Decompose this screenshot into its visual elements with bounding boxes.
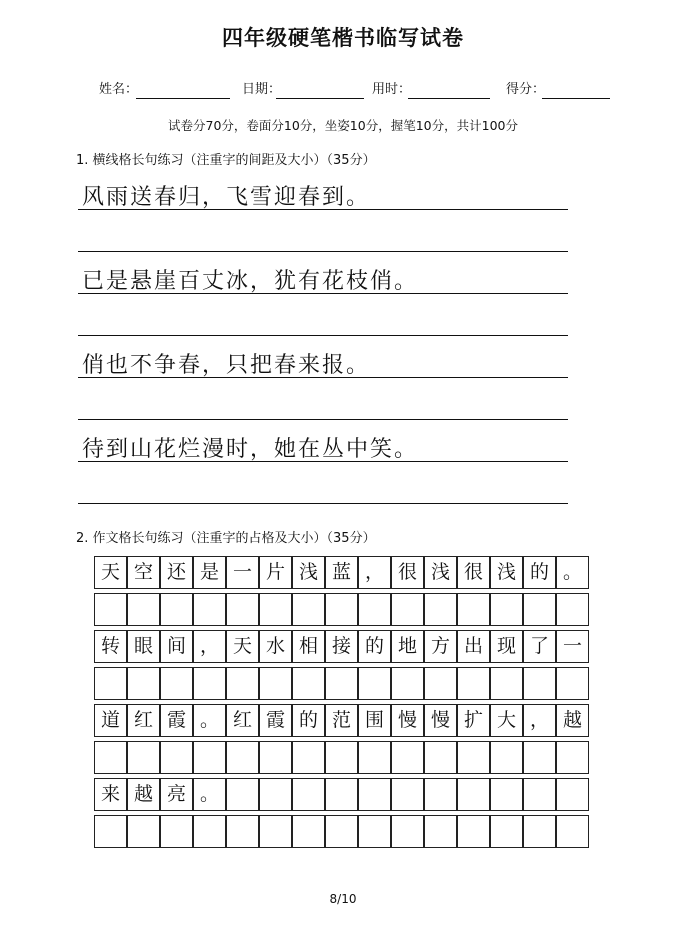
grid-cell: 一 [226,556,259,589]
grid-cell: 空 [127,556,160,589]
grid-cell[interactable] [424,815,457,848]
score-breakdown: 试卷分70分，卷面分10分，坐姿10分，握笔10分，共计100分 [168,118,518,133]
grid-cell[interactable] [160,667,193,700]
grid-cell [226,778,259,811]
grid-cell: 浅 [292,556,325,589]
grid-cell: 天 [226,630,259,663]
grid-cell[interactable] [325,741,358,774]
grid-cell: 霞 [259,704,292,737]
model-sentence: 待到山花烂漫时，她在丛中笑。 [82,437,419,462]
grid-cell[interactable] [259,667,292,700]
section2-title: 2. 作文格长句练习（注重字的占格及大小）（35分） [76,531,376,546]
model-grid-row [94,630,588,663]
grid-cell[interactable] [391,815,424,848]
grid-cell: 道 [94,704,127,737]
grid-cell[interactable] [292,593,325,626]
grid-cell: 亮 [160,778,193,811]
grid-cell [358,778,391,811]
grid-cell[interactable] [358,593,391,626]
grid-cell[interactable] [556,593,589,626]
grid-cell[interactable] [457,741,490,774]
grid-cell: 来 [94,778,127,811]
date-blank[interactable] [276,98,364,99]
grid-cell[interactable] [226,741,259,774]
grid-cell: 转 [94,630,127,663]
model-sentence: 已是悬崖百丈冰，犹有花枝俏。 [82,269,419,294]
time-label: 用时： [372,82,412,97]
grid-cell[interactable] [259,815,292,848]
grid-cell[interactable] [457,667,490,700]
grid-cell: 越 [556,704,589,737]
grid-cell[interactable] [490,741,523,774]
grid-cell: ， [358,556,391,589]
grid-cell: 相 [292,630,325,663]
model-sentence: 风雨送春归，飞雪迎春到。 [82,185,371,210]
grid-cell[interactable] [523,667,556,700]
grid-cell[interactable] [160,741,193,774]
grid-cell[interactable] [358,815,391,848]
writing-grid-row [94,815,588,848]
grid-cell[interactable] [556,815,589,848]
grid-cell: 片 [259,556,292,589]
grid-cell: 水 [259,630,292,663]
grid-cell[interactable] [259,593,292,626]
grid-cell[interactable] [127,815,160,848]
grid-cell[interactable] [523,815,556,848]
grid-cell [490,778,523,811]
score-blank[interactable] [542,98,610,99]
grid-cell: 还 [160,556,193,589]
grid-cell: 慢 [424,704,457,737]
grid-cell[interactable] [391,741,424,774]
grid-cell[interactable] [523,593,556,626]
grid-cell[interactable] [292,741,325,774]
grid-cell: 方 [424,630,457,663]
grid-cell[interactable] [490,815,523,848]
grid-cell: ， [193,630,226,663]
grid-cell[interactable] [358,741,391,774]
grid-cell[interactable] [490,667,523,700]
grid-cell: 的 [523,556,556,589]
grid-cell[interactable] [556,741,589,774]
grid-cell[interactable] [127,667,160,700]
composition-grid [94,556,588,852]
grid-cell: 出 [457,630,490,663]
grid-cell [556,778,589,811]
grid-cell: 浅 [490,556,523,589]
time-blank[interactable] [408,98,490,99]
grid-cell[interactable] [160,815,193,848]
grid-cell: 间 [160,630,193,663]
writing-line[interactable] [78,251,568,252]
student-info-row [0,78,686,102]
grid-cell[interactable] [424,741,457,774]
grid-cell[interactable] [226,667,259,700]
grid-cell: 。 [193,704,226,737]
grid-cell[interactable] [127,741,160,774]
grid-cell[interactable] [94,593,127,626]
writing-grid-row [94,667,588,700]
grid-cell: 的 [358,630,391,663]
model-line [78,377,568,378]
grid-cell: ， [523,704,556,737]
grid-cell[interactable] [127,593,160,626]
model-sentence: 俏也不争春，只把春来报。 [82,353,371,378]
grid-cell[interactable] [193,741,226,774]
grid-cell[interactable] [325,667,358,700]
grid-cell[interactable] [391,667,424,700]
grid-cell: 是 [193,556,226,589]
grid-cell: 地 [391,630,424,663]
grid-cell: 了 [523,630,556,663]
grid-cell: 眼 [127,630,160,663]
writing-line[interactable] [78,503,568,504]
model-line [78,209,568,210]
grid-cell[interactable] [556,667,589,700]
grid-cell[interactable] [325,815,358,848]
grid-cell[interactable] [226,815,259,848]
model-grid-row [94,778,588,811]
grid-cell: 一 [556,630,589,663]
grid-cell: 蓝 [325,556,358,589]
grid-cell [292,778,325,811]
writing-grid-row [94,741,588,774]
grid-cell: 现 [490,630,523,663]
grid-cell: 霞 [160,704,193,737]
grid-cell [391,778,424,811]
grid-cell: 范 [325,704,358,737]
name-label: 姓名： [99,82,139,97]
grid-cell[interactable] [193,667,226,700]
grid-cell[interactable] [523,741,556,774]
grid-cell[interactable] [457,593,490,626]
model-grid-row [94,704,588,737]
grid-cell [523,778,556,811]
page-title: 四年级硬笔楷书临写试卷 [222,26,464,50]
grid-cell: 很 [391,556,424,589]
grid-cell[interactable] [226,593,259,626]
grid-cell[interactable] [259,741,292,774]
grid-cell: 浅 [424,556,457,589]
model-grid-row [94,556,588,589]
score-label: 得分： [506,82,546,97]
date-label: 日期： [242,82,282,97]
grid-cell: 扩 [457,704,490,737]
grid-cell: 红 [226,704,259,737]
writing-line[interactable] [78,335,568,336]
grid-cell: 接 [325,630,358,663]
grid-cell[interactable] [391,593,424,626]
name-blank[interactable] [136,98,230,99]
grid-cell[interactable] [490,593,523,626]
grid-cell: 大 [490,704,523,737]
grid-cell: 。 [193,778,226,811]
grid-cell[interactable] [424,667,457,700]
model-line [78,461,568,462]
grid-cell [259,778,292,811]
grid-cell [457,778,490,811]
grid-cell [325,778,358,811]
writing-line[interactable] [78,419,568,420]
grid-cell[interactable] [292,815,325,848]
grid-cell[interactable] [193,593,226,626]
grid-cell[interactable] [424,593,457,626]
grid-cell: 天 [94,556,127,589]
grid-cell [424,778,457,811]
section1-title: 1. 横线格长句练习（注重字的间距及大小）（35分） [76,153,376,168]
grid-cell: 的 [292,704,325,737]
grid-cell[interactable] [94,667,127,700]
grid-cell: 慢 [391,704,424,737]
grid-cell[interactable] [457,815,490,848]
model-line [78,293,568,294]
grid-cell[interactable] [94,815,127,848]
page-number: 8/10 [329,892,357,906]
grid-cell[interactable] [325,593,358,626]
writing-grid-row [94,593,588,626]
grid-cell: 红 [127,704,160,737]
grid-cell[interactable] [358,667,391,700]
grid-cell[interactable] [160,593,193,626]
grid-cell[interactable] [94,741,127,774]
grid-cell[interactable] [193,815,226,848]
grid-cell[interactable] [292,667,325,700]
grid-cell: 很 [457,556,490,589]
grid-cell: 越 [127,778,160,811]
grid-cell: 。 [556,556,589,589]
grid-cell: 围 [358,704,391,737]
